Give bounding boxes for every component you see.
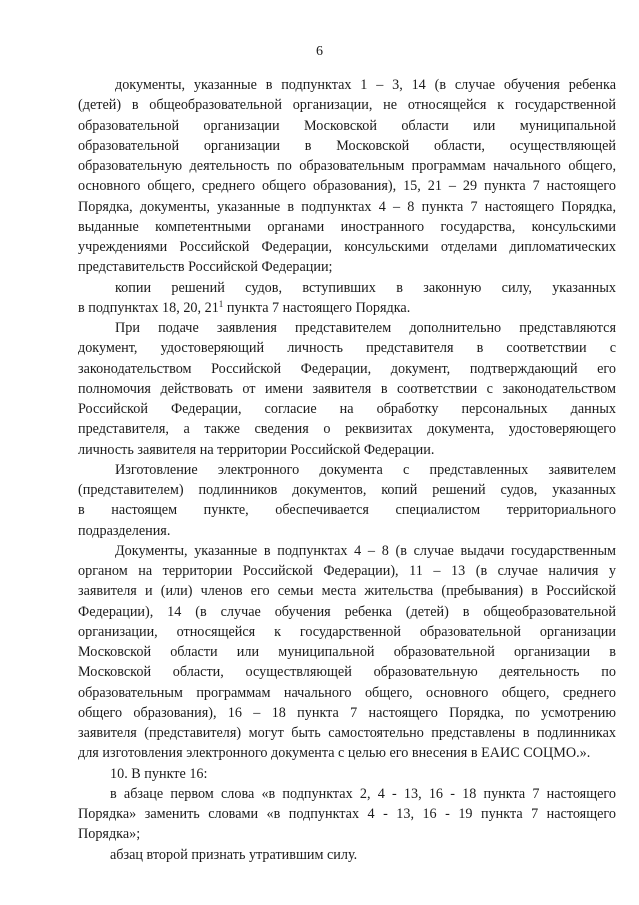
text-line: организации, относящейся к государственной образовательной организации (78, 623, 616, 640)
paragraph-7 (78, 784, 616, 845)
text-line: в настоящем пункте, обеспечивается специалистом территориального (78, 502, 616, 519)
text-line: абзац второй признать утратившим силу. (110, 846, 358, 863)
text-line: документ, удостоверяющий личность представителя в соответствии с (78, 340, 616, 357)
text-line: Московской области или муниципальной образовательной организации в (78, 644, 616, 660)
text-line: образовательной организации в Московской области, осуществляющей (78, 137, 616, 154)
text-line: Российской Федерации, согласие на обработку персональных данных (78, 401, 616, 417)
text-line: учреждениями Российской Федерации, консульскими отделами дипломатических (78, 239, 616, 255)
text-line: Порядка»; (78, 826, 141, 843)
text-line: заявителя (представителя) могут быть самостоятельно представлены в подлинниках (78, 725, 616, 741)
text-line: 10. В пункте 16: (110, 765, 208, 782)
text-line: личность заявителя на территории Российской Федерации. (78, 441, 435, 458)
text-line: общего образования), 16 – 18 пункта 7 настоящего Порядка, по усмотрению (78, 704, 616, 721)
text-line: представительств Российской Федерации; (78, 259, 333, 276)
text-line: Порядка, документы, указанные в подпунктах 4 – 8 пункта 7 настоящего Порядка, (78, 198, 616, 215)
paragraph-5 (78, 541, 616, 764)
page-number: 6 (316, 44, 323, 59)
text-line: выданные компетентными органами иностранного государства, консульскими (78, 218, 616, 235)
text-line: При подаче заявления представителем дополнительно представляются (115, 320, 616, 336)
paragraph-3 (78, 318, 616, 460)
paragraph-1 (78, 75, 616, 278)
text-line: (детей) в общеобразовательной организации, не относящейся к государственной (78, 97, 616, 114)
text-line: законодательством Российской Федерации, документ, подтверждающий его (78, 360, 616, 377)
paragraph-6 (78, 764, 616, 784)
paragraph-4 (78, 460, 616, 541)
text-line: образовательным программам начального общего, основного общего, среднего (78, 684, 616, 701)
paragraph-2 (78, 278, 616, 319)
text-line: Документы, указанные в подпунктах 4 – 8 (в случае выдачи государственным (115, 542, 616, 559)
text-line: органом на территории Российской Федерации), 11 – 13 (в случае наличия у (78, 563, 616, 579)
text-line: представителя, а также сведения о реквизитах документа, удостоверяющего (78, 421, 616, 438)
text-line: копии решений судов, вступивших в законную силу, указанных (115, 279, 616, 296)
text-line: Московской области, осуществляющей образовательную деятельность по (78, 664, 616, 681)
text-line: Федерации), 14 (в случае обучения ребенка (детей) в общеобразовательной (78, 603, 616, 620)
text-line: полномочия действовать от имени заявителя в соответствии с законодательством (78, 380, 616, 397)
text-line: образовательной организации Московской области или муниципальной (78, 117, 616, 134)
text-line: в подпунктах 18, 20, $21^1$ пункта 7 настоящего Порядка. (78, 298, 411, 316)
text-line: заявителя и (или) членов его семьи места жительства (пребывания) в Российской (78, 583, 616, 600)
text-line: подразделения. (78, 522, 171, 539)
text-line: основного общего, среднего общего образования), 15, 21 – 29 пункта 7 настоящего (78, 178, 616, 195)
text-line: Порядка» заменить словами «в подпунктах 4 - 13, 16 - 19 пункта 7 настоящего (78, 806, 616, 822)
text-line: для изготовления электронного документа с целью его внесения в ЕАИС СОЦМО.». (78, 745, 591, 762)
text-line: Изготовление электронного документа с представленных заявителем (115, 461, 616, 478)
text-line: (представителем) подлинников документов, копий решений судов, указанных (78, 482, 616, 498)
text-line: документы, указанные в подпунктах 1 – 3, 14 (в случае обучения ребенка (115, 77, 616, 93)
text-line: в абзаце первом слова «в подпунктах 2, 4 - 13, 16 - 18 пункта 7 настоящего (110, 785, 616, 802)
document-body (78, 75, 616, 865)
paragraph-8 (78, 845, 616, 865)
text-line: образовательную деятельность по образовательным программам начального общего, (78, 158, 616, 174)
